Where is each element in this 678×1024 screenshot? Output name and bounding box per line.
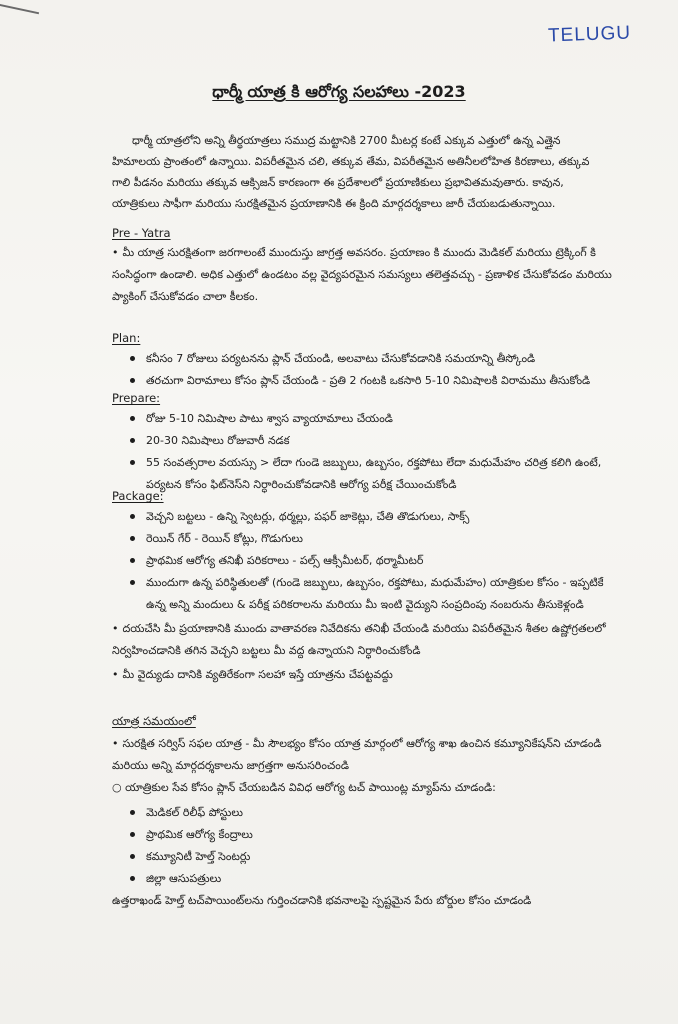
list-item: ప్రాథమిక ఆరోగ్య తనిఖీ పరికరాలు - పల్స్ ఆక్సీమీటర్, థర్మామీటర్ (130, 550, 617, 572)
during-yatra-subtext: ○ యాత్రికుల సేవ కోసం ప్లాన్ చేయబడిన వివిధ ఆరోగ్య టచ్ పాయింట్ల మ్యాప్‌ను చూడండి: (112, 781, 496, 794)
during-yatra-section (112, 714, 617, 912)
list-item: ప్రాథమిక ఆరోగ్య కేంద్రాలు (130, 824, 617, 846)
during-yatra-text: • సురక్షిత సర్విస్ సఫల యాత్ర - మీ సౌలభ్యం కోసం యాత్ర మార్గంలో ఆరోగ్య శాఖ ఉంచిన కమ్యూనికేషన్‌ని చూడండి మరియు అన్ని మార్గదర్శకాలను జాగ్రత్తగా అనుసరించండి (112, 737, 602, 772)
list-item: రెయిన్ గేర్ - రెయిన్ కోట్లు, గొడుగులు (130, 528, 617, 550)
pre-yatra-section (112, 226, 617, 308)
package-section (112, 489, 617, 686)
package-note: • మీ వైద్యుడు దానికి వ్యతిరేకంగా సలహా ఇస్తే యాత్రను చేపట్టవద్దు (112, 668, 393, 681)
list-item: రోజు 5-10 నిమిషాల పాటు శ్వాస వ్యాయామాలు చేయండి (130, 408, 617, 430)
package-heading: Package: (112, 489, 164, 503)
pre-yatra-text: • మీ యాత్ర సురక్షితంగా జరగాలంటే ముందుస్తు జాగ్రత్త అవసరం. ప్రయాణం కి ముందు మెడికల్ మరియు ట్రెక్కింగ్ కి సంసిద్ధంగా ఉండాలి. అధిక ఎత్తులో ఉండటం వల్ల వైద్యపరమైన సమస్యలు తలెత్తవచ్చు - ప్రణాళిక చేసుకోవడం మరియు ప్యాకింగ్ చేసుకోవడం చాలా కీలకం. (112, 246, 612, 303)
pre-yatra-heading: Pre - Yatra (112, 226, 171, 240)
list-item: 55 సంవత్సరాల వయస్సు > లేదా గుండె జబ్బులు, ఉబ్బసం, రక్తపోటు లేదా మధుమేహం చరిత్ర కలిగి ఉంటే, పర్యటన కోసం ఫిట్‌నెస్‌ని నిర్ధారించుకోవడానికి ఆరోగ్య పరీక్ష చేయించుకోండి (130, 452, 617, 496)
plan-heading: Plan: (112, 331, 141, 345)
list-item: ముందుగా ఉన్న పరిస్థితులతో (గుండె జబ్బులు, ఉబ్బసం, రక్తపోటు, మధుమేహం) యాత్రికుల కోసం - ఇప్పటికే ఉన్న అన్ని మందులు & పరీక్ష పరికరాలను మరియు మీ ఇంటి వైద్యుని సంప్రదింపు నంబరును తీసుకెళ్లండి (130, 572, 617, 616)
list-item: కనీసం 7 రోజులు పర్యటనను ప్లాన్ చేయండి, అలవాటు చేసుకోవడానికి సమయాన్ని తీస్కోండి (130, 348, 617, 370)
list-item: 20-30 నిమిషాలు రోజువారీ నడక (130, 430, 617, 452)
language-label: TELUGU (547, 22, 632, 47)
prepare-heading: Prepare: (112, 391, 161, 405)
list-item: మెడికల్ రిలీఫ్ పోస్టులు (130, 802, 617, 824)
during-yatra-footer: ఉత్తరాఖండ్ హెల్త్ టచ్‌పాయింట్‌లను గుర్తించడానికి భవనాలపై స్పష్టమైన పేరు బోర్డుల కోసం చూడండి (112, 894, 532, 907)
intro-paragraph: ధార్మీ యాత్రలోని అన్ని తీర్థయాత్రలు సముద్ర మట్టానికి 2700 మీటర్ల కంటే ఎక్కువ ఎత్తులో ఉన్న ఎత్తైన హిమాలయ ప్రాంతంలో ఉన్నాయి. విపరీతమైన చలి, తక్కువ తేమ, విపరీతమైన అతినీలలోహిత కిరణాలు, తక్కువ గాలి పీడనం మరియు తక్కువ ఆక్సిజన్ కారణంగా ఈ ప్రదేశాలలో ప్రయాణికులు ప్రభావితమవుతారు. కావున, యాత్రికులు సాఫీగా మరియు సురక్షితమైన ప్రయాణానికి ఈ క్రింది మార్గదర్శకాలు జారీ చేయబడుతున్నాయి. (112, 134, 590, 210)
plan-section (112, 331, 617, 392)
package-note: • దయచేసి మీ ప్రయాణానికి ముందు వాతావరణ నివేదికను తనిఖీ చేయండి మరియు విపరీతమైన శీతల ఉష్ణోగ్రతలలో నిర్వహించడానికి తగిన వెచ్చని బట్టలు మీ వద్ద ఉన్నాయని నిర్ధారించుకోండి (112, 622, 606, 657)
pen-stroke-mark (0, 4, 39, 14)
list-item: తరచుగా విరామాలు కోసం ప్లాన్ చేయండి - ప్రతి 2 గంటకి ఒకసారి 5-10 నిమిషాలకి విరామము తీసుకోండి (130, 370, 617, 392)
document-title: ధార్మీ యాత్ర కి ఆరోగ్య సలహాలు -2023 (212, 82, 466, 101)
list-item: జిల్లా ఆసుపత్రులు (130, 868, 617, 890)
list-item: కమ్యూనిటీ హెల్త్ సెంటర్లు (130, 846, 617, 868)
during-yatra-heading: యాత్ర సమయంలో (112, 714, 196, 728)
prepare-section (112, 391, 617, 496)
list-item: వెచ్చని బట్టలు - ఉన్ని స్వెటర్లు, థర్మల్లు, పఫర్ జాకెట్లు, చేతి తొడుగులు, సాక్స్ (130, 506, 617, 528)
